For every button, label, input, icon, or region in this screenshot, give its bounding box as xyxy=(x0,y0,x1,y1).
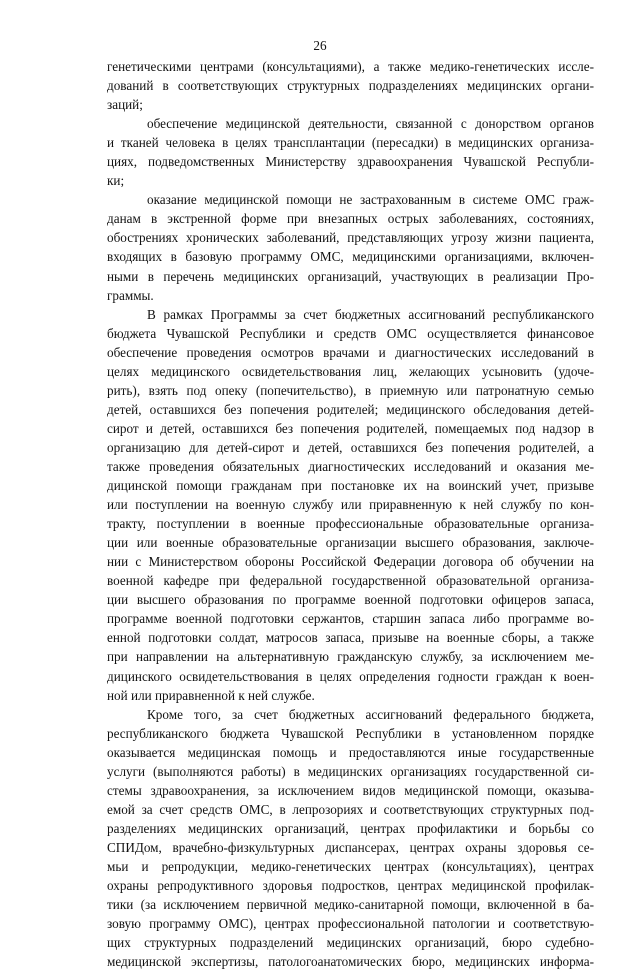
body-text xyxy=(107,57,594,971)
text-line: обеспечение медицинской деятельности, связанной с донорством органов xyxy=(147,116,594,132)
text-line: республиканского бюджета Чувашской Республики в установленном порядке xyxy=(107,725,594,741)
text-line: и тканей человека в целях трансплантации (пересадки) в медицинских организа- xyxy=(107,135,594,151)
text-line: циях, подведомственных Министерству здравоохранения Чувашской Республи- xyxy=(107,154,594,170)
text-line: сирот и детей, оставшихся без попечения родителей, помещаемых под надзор в xyxy=(107,420,594,436)
text-line: разделениях медицинских организаций, центрах профилактики и борьбы со xyxy=(107,820,594,836)
text-line: также проведения обязательных диагностических исследований и оказания ме- xyxy=(107,458,594,474)
text-line: зовую программу ОМС), центрах профессиональной патологии и соответствую- xyxy=(107,916,594,932)
text-line: ции высшего образования по программе военной подготовки офицеров запаса, xyxy=(107,592,594,608)
text-line: охраны репродуктивного здоровья подростков, центрах медицинской профилак- xyxy=(107,878,594,894)
text-line: заций; xyxy=(107,97,143,113)
text-line: входящих в базовую программу ОМС, медицинскими организациями, включен- xyxy=(107,249,594,265)
text-line: Кроме того, за счет бюджетных ассигнований федерального бюджета, xyxy=(147,706,594,722)
text-line: енной подготовки солдат, матросов запаса, призыве на военные сборы, а также xyxy=(107,630,594,646)
text-line: военной кафедре при федеральной государственной образовательной организа- xyxy=(107,573,594,589)
text-line: ными в перечень медицинских организаций, участвующих в реализации Про- xyxy=(107,268,594,284)
text-line: тики (за исключением первичной медико-санитарной помощи, включенной в ба- xyxy=(107,897,594,913)
text-line: при направлении на альтернативную гражданскую службу, за исключением ме- xyxy=(107,649,594,665)
text-line: граммы. xyxy=(107,287,154,303)
text-line: генетическими центрами (консультациями), а также медико-генетических иссле- xyxy=(107,59,594,74)
text-line: или поступлении на военную службу или приравненную к ней службу по кон- xyxy=(107,497,594,513)
text-line: дований в соответствующих структурных подразделениях медицинских органи- xyxy=(107,78,594,94)
text-line: обострениях хронических заболеваний, представляющих угрозу жизни пациента, xyxy=(107,230,594,246)
text-line: нии с Министерством обороны Российской Федерации договора об обучении на xyxy=(107,554,594,570)
text-line: данам в экстренной форме при внезапных острых заболеваниях, состояниях, xyxy=(107,211,594,227)
text-line: медицинской экспертизы, патологоанатомических бюро, медицинских информа- xyxy=(107,954,594,970)
text-line: обеспечение проведения осмотров врачами и диагностических исследований в xyxy=(107,344,594,360)
text-line: дицинского освидетельствования в целях определения годности граждан к воен- xyxy=(107,668,594,684)
text-line: мьи и репродукции, медико-генетических центрах (консультациях), центрах xyxy=(107,858,594,874)
text-line: услуги (выполняются работы) в медицинских организациях государственной си- xyxy=(107,763,594,779)
text-line: программе военной подготовки сержантов, старшин запаса либо программе во- xyxy=(107,611,594,627)
text-line: дицинской помощи гражданам при постановке их на воинский учет, призыве xyxy=(107,478,594,494)
text-line: рить), взять под опеку (попечительство), в приемную или патронатную семью xyxy=(107,382,594,398)
text-line: ной или приравненной к ней службе. xyxy=(107,687,315,703)
text-line: емой за счет средств ОМС, в лепрозориях и соответствующих структурных под- xyxy=(107,801,594,817)
text-line: организацию для детей-сирот и детей, оставшихся без попечения родителей, а xyxy=(107,439,594,455)
text-line: бюджета Чувашской Республики и средств ОМС осуществляется финансовое xyxy=(107,325,594,341)
page-number: 26 xyxy=(313,38,327,53)
text-line: оказывается медицинская помощь и предоставляются иные государственные xyxy=(107,744,594,760)
text-line: детей, оставшихся без попечения родителей; медицинского обследования детей- xyxy=(107,401,594,417)
text-line: ции или военные образовательные организации высшего образования, заключе- xyxy=(107,535,594,551)
text-line: щих структурных подразделений медицинских организаций, бюро судебно- xyxy=(107,935,594,951)
text-line: оказание медицинской помощи не застрахованным в системе ОМС граж- xyxy=(147,192,594,208)
text-line: ки; xyxy=(107,173,125,189)
text-line: стемы здравоохранения, за исключением видов медицинской помощи, оказыва- xyxy=(107,782,594,798)
text-line: целях медицинского освидетельствования лиц, желающих усыновить (удоче- xyxy=(107,363,594,379)
text-line: СПИДом, врачебно-физкультурных диспансерах, центрах охраны здоровья се- xyxy=(107,839,594,855)
text-line: тракту, поступлении в военные профессиональные образовательные организа- xyxy=(107,516,594,532)
text-line: В рамках Программы за счет бюджетных ассигнований республиканского xyxy=(147,306,594,322)
